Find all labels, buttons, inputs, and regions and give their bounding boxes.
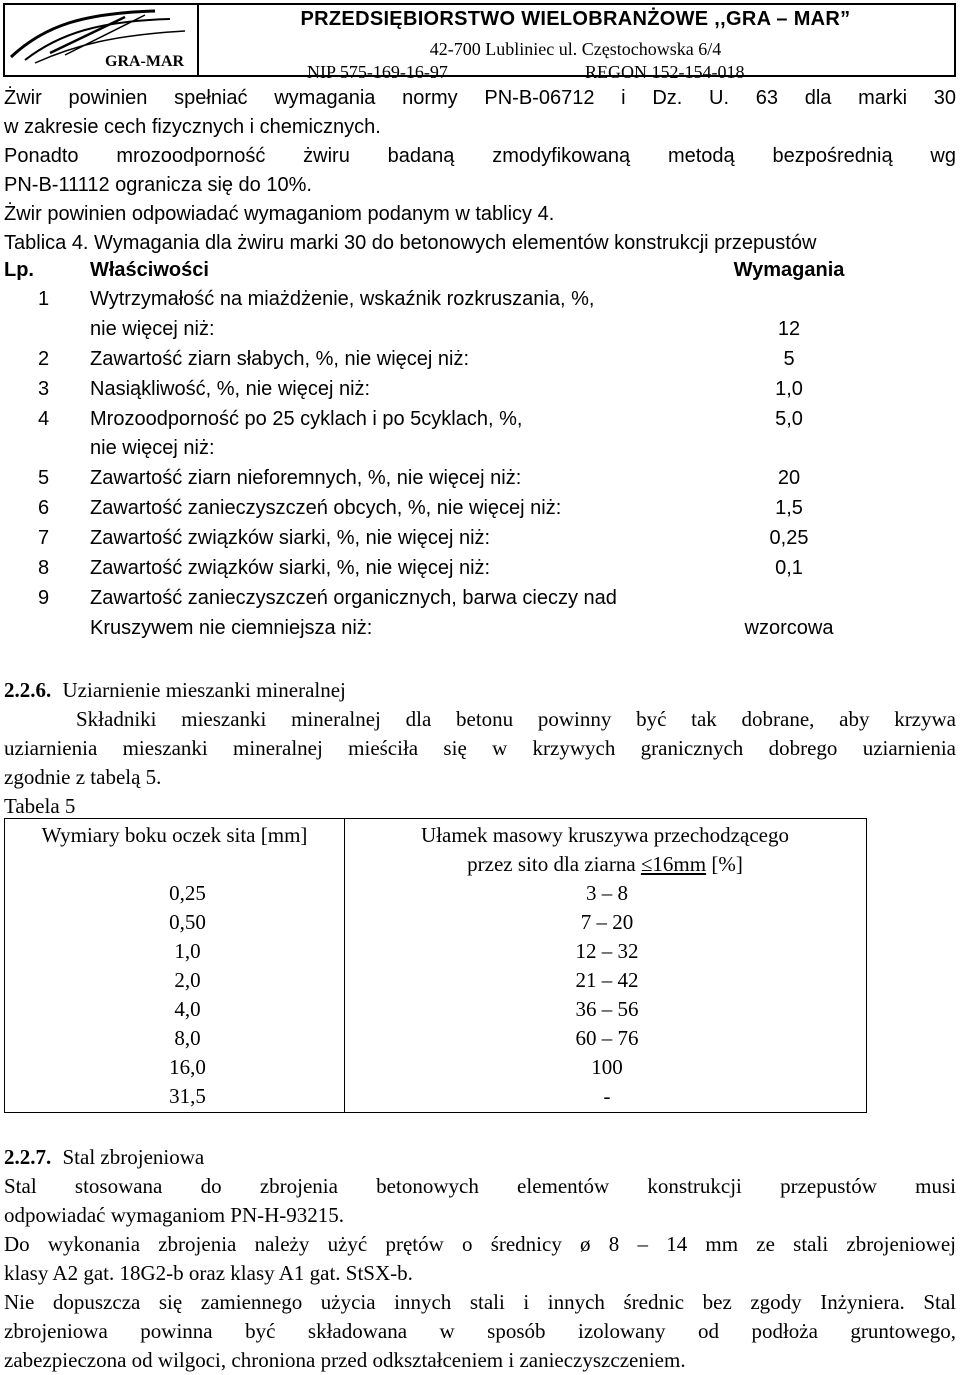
company-logo bbox=[5, 5, 199, 75]
row-req: 1,0 bbox=[775, 378, 803, 400]
intro-line-1: Żwir powinien spełniać wymagania normy PN-B-06712 i Dz. U. 63 dla marki 30 bbox=[4, 87, 956, 109]
row-lp: 5 bbox=[38, 467, 50, 489]
logo-text: GRA-MAR bbox=[105, 53, 185, 70]
row-req: 12 bbox=[777, 318, 801, 340]
table5-fraction-cell: 60 – 76 bbox=[575, 1026, 639, 1050]
row-prop-cont: nie więcej niż: bbox=[90, 437, 215, 459]
table-row bbox=[4, 408, 956, 437]
row-prop: Zawartość zanieczyszczeń organicznych, barwa cieczy nad bbox=[90, 587, 617, 609]
table5-caption: Tabela 5 bbox=[4, 794, 76, 818]
row-prop-cont: Kruszywem nie ciemniejsza niż: bbox=[90, 617, 373, 639]
table5-sieve-cell: 4,0 bbox=[174, 997, 201, 1021]
table5-sieve-cell: 31,5 bbox=[169, 1084, 206, 1108]
row-req: 5,0 bbox=[775, 408, 803, 430]
intro-line-3: Ponadto mrozoodporność żwiru badaną zmodyfikowaną metodą bezpośrednią wg bbox=[4, 145, 956, 167]
table5-fraction-cell: - bbox=[603, 1084, 611, 1108]
table-row-cont bbox=[4, 617, 956, 646]
table5-header-fraction: Ułamek masowy kruszywa przechodzącego bbox=[421, 823, 789, 847]
section-227-line-5: Nie dopuszcza się zamiennego użycia innych stali i innych średnic bez zgody Inżyniera. Stal bbox=[4, 1290, 956, 1314]
table5-fraction-cell: 36 – 56 bbox=[575, 997, 639, 1021]
table4-header-prop: Właściwości bbox=[90, 259, 209, 281]
table4-header-req: Wymagania bbox=[733, 259, 845, 281]
row-prop: Wytrzymałość na miażdżenie, wskaźnik rozkruszania, %, bbox=[90, 288, 595, 310]
section-227-line-7: zabezpieczona od wilgoci, chroniona przed odkształceniem i zanieczyszczeniem. bbox=[4, 1348, 686, 1372]
row-req: 0,25 bbox=[769, 527, 809, 549]
section-227-line-6: zbrojeniowa powinna być składowana w sposób izolowany od podłoża gruntowego, bbox=[4, 1319, 956, 1343]
table-row bbox=[4, 587, 956, 616]
section-227-line-4: klasy A2 gat. 18G2-b oraz klasy A1 gat. StSX-b. bbox=[4, 1261, 413, 1285]
row-lp: 7 bbox=[38, 527, 50, 549]
table-row bbox=[4, 288, 956, 317]
row-prop: Zawartość związków siarki, %, nie więcej niż: bbox=[90, 557, 491, 579]
row-prop: Zawartość ziarn słabych, %, nie więcej niż: bbox=[90, 348, 470, 370]
company-regon: REGON 152-154-018 bbox=[585, 62, 745, 82]
table5-sieve-cell: 8,0 bbox=[174, 1026, 201, 1050]
table-row bbox=[4, 557, 956, 586]
company-name: PRZEDSIĘBIORSTWO WIELOBRANŻOWE ,,GRA – MAR” bbox=[300, 8, 851, 30]
table5-sieve-cell: 0,25 bbox=[169, 881, 206, 905]
table-row bbox=[4, 527, 956, 556]
row-req: 20 bbox=[777, 467, 801, 489]
intro-line-5: Żwir powinien odpowiadać wymaganiom podanym w tablicy 4. bbox=[4, 203, 555, 225]
row-prop-cont: nie więcej niż: bbox=[90, 318, 215, 340]
row-req: 0,1 bbox=[775, 557, 803, 579]
table5-header-fraction-pre: przez sito dla ziarna bbox=[467, 852, 641, 876]
row-lp: 1 bbox=[38, 288, 50, 310]
section-226-title: Uziarnienie mieszanki mineralnej bbox=[62, 678, 346, 702]
table-row bbox=[4, 497, 956, 526]
table5-sieve-cell: 1,0 bbox=[174, 939, 201, 963]
table5 bbox=[4, 818, 867, 1113]
table5-fraction-cell: 12 – 32 bbox=[575, 939, 639, 963]
table5-fraction-cell: 21 – 42 bbox=[575, 968, 639, 992]
intro-line-2: w zakresie cech fizycznych i chemicznych. bbox=[4, 116, 381, 138]
company-nip: NIP 575-169-16-97 bbox=[307, 62, 448, 82]
row-lp: 2 bbox=[38, 348, 50, 370]
section-227-title: Stal zbrojeniowa bbox=[62, 1145, 205, 1169]
table-row-cont bbox=[4, 318, 956, 347]
row-lp: 8 bbox=[38, 557, 50, 579]
row-req: 5 bbox=[783, 348, 795, 370]
table5-fraction-cell: 100 bbox=[591, 1055, 623, 1079]
section-227-number: 2.2.7. bbox=[4, 1145, 52, 1169]
row-prop: Mrozoodporność po 25 cyklach i po 5cyklach, %, bbox=[90, 408, 523, 430]
table-row-cont bbox=[4, 437, 956, 466]
table-row bbox=[4, 467, 956, 496]
table5-header-fraction-post: [%] bbox=[706, 852, 743, 876]
section-226-para-1: Składniki mieszanki mineralnej dla betonu powinny być tak dobrane, aby krzywa bbox=[76, 707, 956, 731]
row-req: 1,5 bbox=[775, 497, 803, 519]
table5-sieve-cell: 16,0 bbox=[169, 1055, 206, 1079]
row-prop: Zawartość zanieczyszczeń obcych, %, nie więcej niż: bbox=[90, 497, 562, 519]
row-prop: Zawartość związków siarki, %, nie więcej niż: bbox=[90, 527, 491, 549]
row-lp: 9 bbox=[38, 587, 50, 609]
table-row bbox=[4, 378, 956, 407]
table5-sieve-cell: 2,0 bbox=[174, 968, 201, 992]
table5-header-sieve: Wymiary boku oczek sita [mm] bbox=[41, 823, 308, 847]
table5-header-fraction-cont bbox=[344, 852, 866, 877]
row-lp: 3 bbox=[38, 378, 50, 400]
row-req: wzorcowa bbox=[744, 617, 834, 639]
section-227-line-2: odpowiadać wymaganiom PN-H-93215. bbox=[4, 1203, 345, 1227]
table-row bbox=[4, 348, 956, 377]
letterhead bbox=[3, 3, 956, 82]
section-226-para-2: uziarnienia mieszanki mineralnej mieściła się w krzywych granicznych dobrego uziarnienia bbox=[4, 736, 956, 760]
table5-header-fraction-size: ≤16mm bbox=[640, 852, 707, 876]
section-227-line-3: Do wykonania zbrojenia należy użyć prętów o średnicy ø 8 – 14 mm ze stali zbrojeniowej bbox=[4, 1232, 956, 1256]
table4-header bbox=[4, 259, 956, 288]
row-prop: Zawartość ziarn nieforemnych, %, nie więcej niż: bbox=[90, 467, 522, 489]
section-227-line-1: Stal stosowana do zbrojenia betonowych elementów konstrukcji przepustów musi bbox=[4, 1174, 956, 1198]
table5-fraction-cell: 3 – 8 bbox=[586, 881, 628, 905]
section-226-para-3: zgodnie z tabelą 5. bbox=[4, 765, 162, 789]
row-lp: 6 bbox=[38, 497, 50, 519]
table4-caption: Tablica 4. Wymagania dla żwiru marki 30 do betonowych elementów konstrukcji przepustów bbox=[4, 232, 817, 254]
table4-header-lp: Lp. bbox=[4, 259, 34, 281]
table5-fraction-cell: 7 – 20 bbox=[580, 910, 634, 934]
section-227-heading bbox=[4, 1143, 956, 1172]
section-226-number: 2.2.6. bbox=[4, 678, 52, 702]
intro-line-4: PN-B-11112 ogranicza się do 10%. bbox=[4, 174, 312, 196]
row-prop: Nasiąkliwość, %, nie więcej niż: bbox=[90, 378, 371, 400]
row-lp: 4 bbox=[38, 408, 50, 430]
company-address: 42-700 Lubliniec ul. Częstochowska 6/4 bbox=[429, 39, 722, 59]
table5-sieve-cell: 0,50 bbox=[169, 910, 206, 934]
section-226-heading bbox=[4, 676, 956, 705]
